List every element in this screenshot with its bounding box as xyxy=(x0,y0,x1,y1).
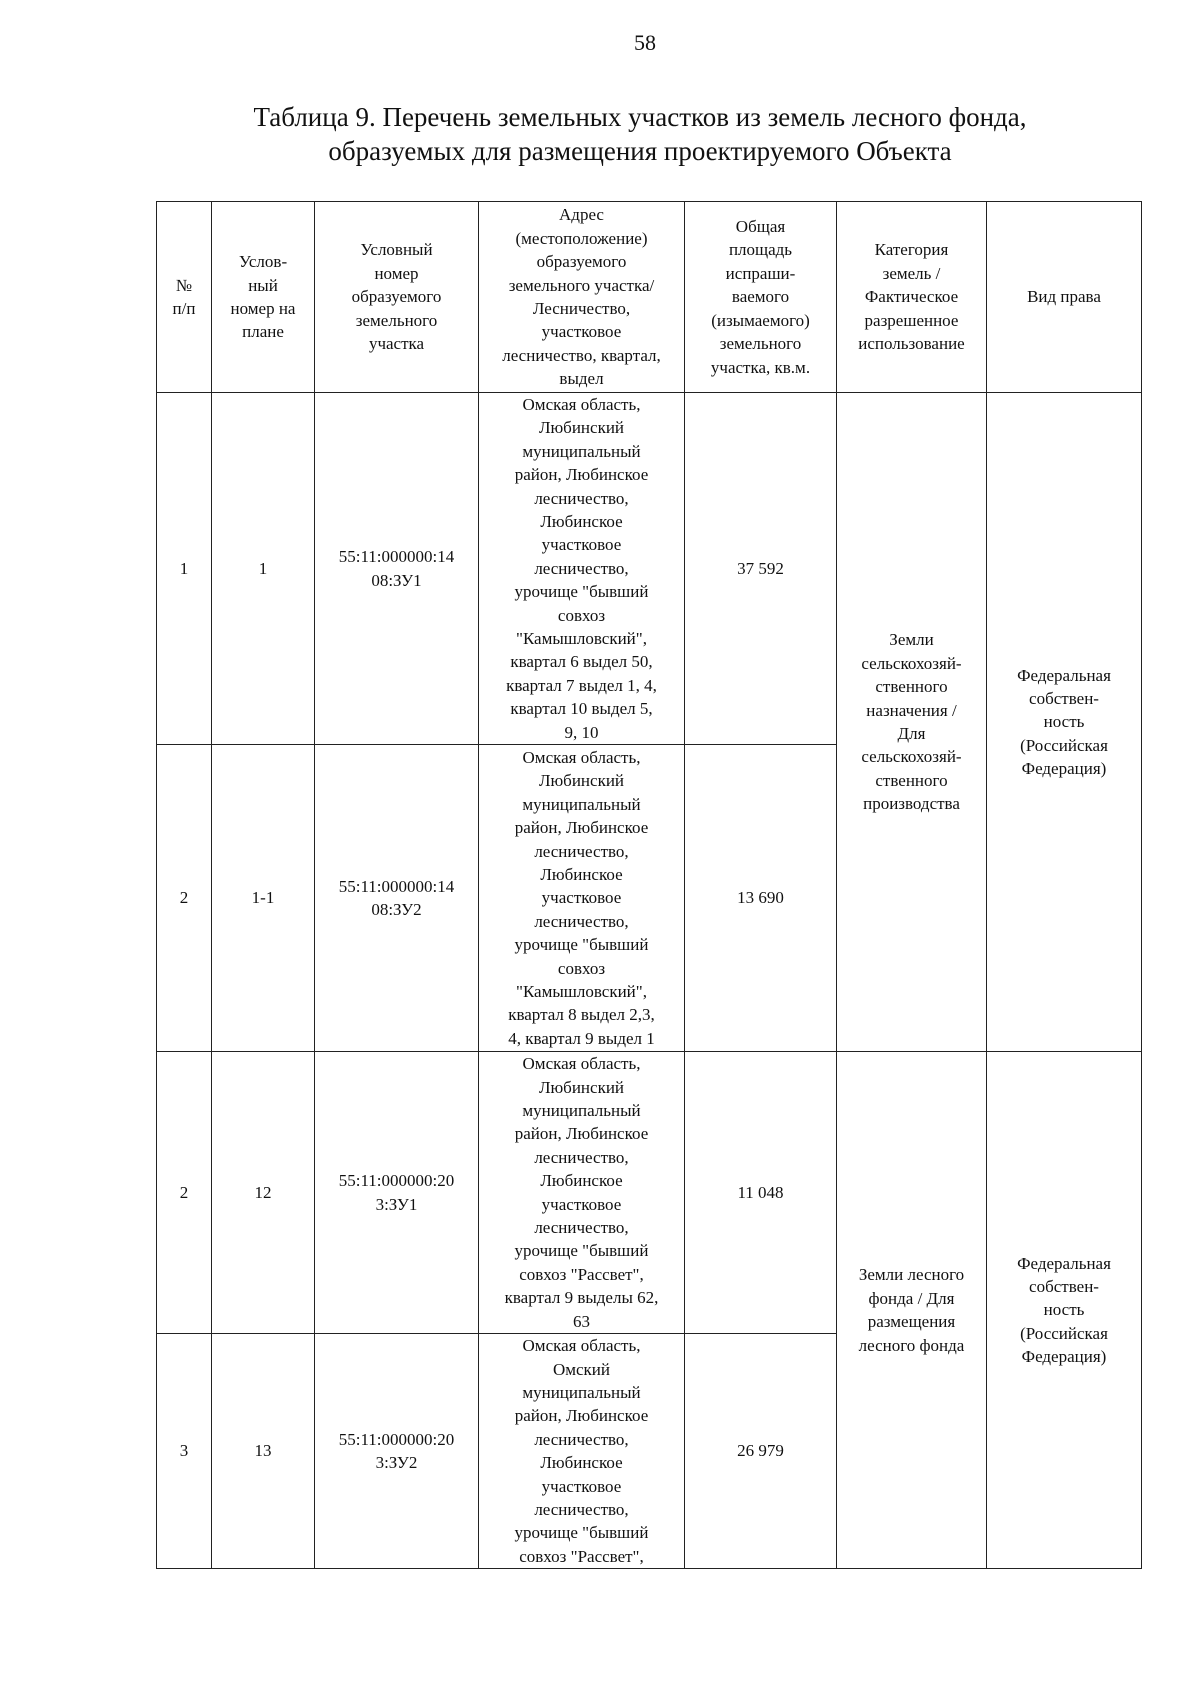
cell-cadastral-number: 55:11:000000:14 08:ЗУ1 xyxy=(315,393,479,745)
header-land-category: Категория земель / Фактическое разрешенное использование xyxy=(837,202,987,393)
table-row xyxy=(157,393,1142,745)
cell-plan-number: 1-1 xyxy=(212,745,315,1052)
cell-number: 3 xyxy=(157,1334,212,1569)
cell-plan-number: 1 xyxy=(212,393,315,745)
cell-number: 2 xyxy=(157,1052,212,1334)
table-title-line-2: образуемых для размещения проектируемого Объекта xyxy=(328,136,952,166)
cell-cadastral-number: 55:11:000000:20 3:ЗУ1 xyxy=(315,1052,479,1334)
cell-number: 2 xyxy=(157,745,212,1052)
cell-area: 26 979 xyxy=(685,1334,837,1569)
cell-address: Омская область, Любинский муниципальный район, Любинское лесничество, Любинское участковое лесничество, урочище "бывший совхоз "Камышловский", квартал 6 выдел 50, квартал 7 выдел 1, 4, квартал 10 выдел 5, 9, 10 xyxy=(479,393,685,745)
cell-area: 11 048 xyxy=(685,1052,837,1334)
cell-address: Омская область, Любинский муниципальный район, Любинское лесничество, Любинское участковое лесничество, урочище "бывший совхоз "Рассвет", квартал 9 выделы 62, 63 xyxy=(479,1052,685,1334)
cell-area: 13 690 xyxy=(685,745,837,1052)
table-header-row xyxy=(157,202,1142,393)
cell-cadastral-number: 55:11:000000:14 08:ЗУ2 xyxy=(315,745,479,1052)
header-plan-number: Услов- ный номер на плане xyxy=(212,202,315,393)
cell-land-category: Земли сельскохозяй- ственного назначения / Для сельскохозяй- ственного производства xyxy=(837,393,987,1052)
cell-number: 1 xyxy=(157,393,212,745)
cell-land-category: Земли лесного фонда / Для размещения лесного фонда xyxy=(837,1052,987,1569)
cell-plan-number: 13 xyxy=(212,1334,315,1569)
table-row xyxy=(157,1052,1142,1334)
cell-area: 37 592 xyxy=(685,393,837,745)
cell-right-type: Федеральная собствен- ность (Российская Федерация) xyxy=(987,1052,1142,1569)
cell-address: Омская область, Любинский муниципальный район, Любинское лесничество, Любинское участковое лесничество, урочище "бывший совхоз "Камышловский", квартал 8 выдел 2,3, 4, квартал 9 выдел 1 xyxy=(479,745,685,1052)
header-address: Адрес (местоположение) образуемого земельного участка/ Лесничество, участковое лесничество, квартал, выдел xyxy=(479,202,685,393)
page-number: 58 xyxy=(634,30,656,55)
cell-right-type: Федеральная собствен- ность (Российская Федерация) xyxy=(987,393,1142,1052)
land-plots-table xyxy=(156,201,1142,1569)
table-title-line-1: Таблица 9. Перечень земельных участков из земель лесного фонда, xyxy=(253,102,1027,132)
table-title xyxy=(0,100,1200,168)
cell-cadastral-number: 55:11:000000:20 3:ЗУ2 xyxy=(315,1334,479,1569)
header-right-type: Вид права xyxy=(987,202,1142,393)
cell-address: Омская область, Омский муниципальный район, Любинское лесничество, Любинское участковое лесничество, урочище "бывший совхоз "Рассвет", xyxy=(479,1334,685,1569)
cell-plan-number: 12 xyxy=(212,1052,315,1334)
header-cadastral-number: Условный номер образуемого земельного участка xyxy=(315,202,479,393)
header-area: Общая площадь испраши- ваемого (изымаемого) земельного участка, кв.м. xyxy=(685,202,837,393)
header-number: № п/п xyxy=(157,202,212,393)
